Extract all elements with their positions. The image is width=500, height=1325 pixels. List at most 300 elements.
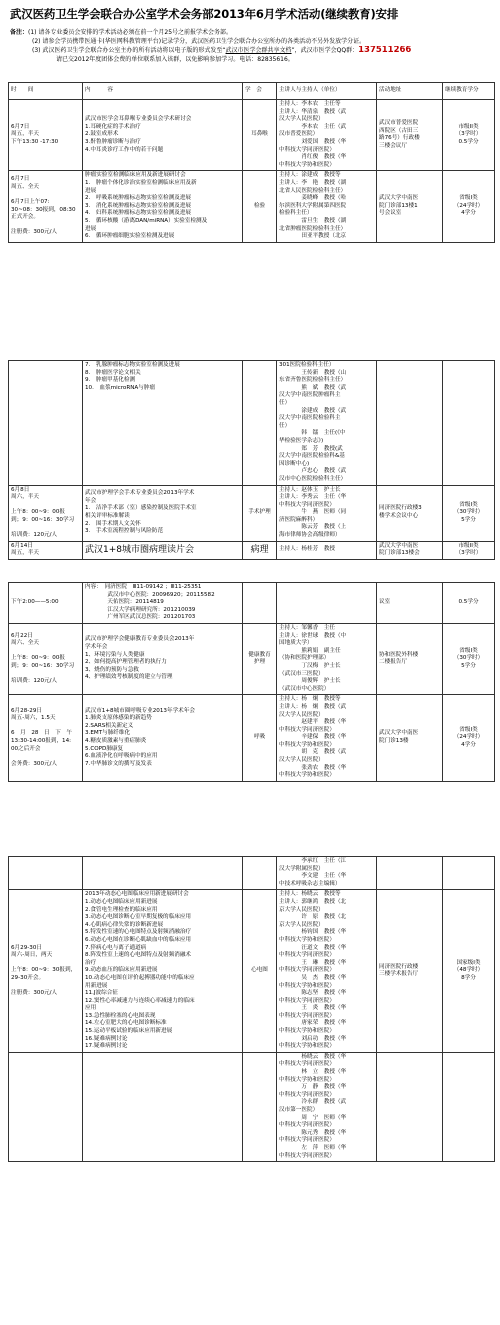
event-place: 议室 [377, 583, 443, 624]
text-line: 4学分 [461, 210, 476, 217]
text-line: 中科技大学同济医院） [279, 997, 335, 1004]
event-place [377, 695, 443, 782]
event-host [277, 485, 377, 541]
event-content [83, 583, 243, 624]
qq-group-number: 137511266 [358, 46, 412, 55]
text-line: 张劲农 教授（华 [279, 764, 347, 771]
schedule-table-3 [8, 582, 495, 782]
text-line: 主讲人：李秀云 主任（华 [279, 494, 347, 501]
text-line: 李文建 主任（华 [279, 873, 347, 880]
event-place [377, 623, 443, 694]
header-content: 内 容 [83, 83, 243, 100]
text-line: 进展 [85, 187, 97, 194]
text-line: 3. 手术室流程控制与风险防范 [85, 528, 164, 535]
text-line: 中科技大学协和医院） [279, 161, 335, 168]
event-society: 检验 [243, 171, 277, 242]
text-line: 周六、全天 [11, 640, 39, 647]
text-line: 10. 血浆microRNA与肿瘤 [85, 384, 156, 391]
event-time [9, 857, 83, 890]
text-line: 汉大学人民医院） [279, 757, 324, 764]
text-line: 周俊辉 护士长 [279, 678, 341, 685]
event-content [83, 361, 243, 486]
text-line: 进展 [85, 225, 97, 232]
event-content [83, 695, 243, 782]
text-line: 周五-周六，1.5天 [11, 715, 56, 722]
event-place [377, 1052, 443, 1161]
text-line: 5学分 [461, 516, 476, 523]
text-line: 许 原 教授（北 [279, 914, 347, 921]
text-line: 3.动态心电图诊断心室早期复极的临床应用 [85, 914, 192, 921]
event-society: 呼吸 [243, 695, 277, 782]
schedule-table-1 [8, 82, 495, 243]
text-line: 中科技大学同济医院） [279, 726, 335, 733]
text-line: 北省肿瘤医院检验科主任） [279, 225, 347, 232]
text-line: 6月14日 [11, 542, 33, 549]
text-line: 武汉大学中南医 [379, 195, 419, 202]
text-line: 13:30-14:00报到，14: [11, 738, 72, 745]
text-line: 1.肺炎支原体感染的新趋势 [85, 715, 152, 722]
text-line: 武汉市普爱医院 [379, 119, 419, 126]
text-line: 中科技大学同济医院） [279, 1122, 335, 1129]
text-line: 主持人：邹馨香 主任 [279, 624, 335, 631]
event-society: 心电图 [243, 890, 277, 1052]
event-host [277, 1052, 377, 1161]
text-line: 6月7日 [11, 176, 30, 183]
text-line: 广州军区武汉总医院：201201703 [85, 614, 196, 621]
event-place [377, 541, 443, 559]
event-host [277, 890, 377, 1052]
text-line: 3.鼾鲁肿瘤诊断与治疗 [85, 138, 141, 145]
table-row [9, 1052, 495, 1161]
event-time [9, 171, 83, 242]
text-line: 会务费：300元/人 [11, 760, 58, 767]
event-time [9, 623, 83, 694]
text-line: 8学分 [461, 974, 476, 981]
text-line: 4学分 [461, 741, 476, 748]
text-line: 7.中华肺诊文的撰写及发表 [85, 760, 152, 767]
text-line: 中科技大学同济医院） [279, 1137, 335, 1144]
text-line: 中科技大学同济医院） [279, 1012, 335, 1019]
text-line: 冷永群 教授（武 [279, 1099, 347, 1106]
text-line: 武汉市护理学会健康教育专业委员会2013年 [85, 636, 195, 643]
text-line: （3学时） [455, 131, 482, 138]
table-row [9, 171, 495, 242]
event-content [83, 485, 243, 541]
table-row [9, 695, 495, 782]
text-line: 2013年动态心电图临床应用新进展研讨会 [85, 891, 189, 898]
header-row [9, 83, 495, 100]
text-line: 肿瘤实验室检测临床应用及新进展研讨会 [85, 172, 186, 179]
text-line: （30学时） [453, 509, 484, 516]
text-line: 健康教育 [248, 651, 271, 658]
text-line: 中科技大学同济医院） [279, 967, 335, 974]
text-line: 中科技大学协和医院） [279, 772, 335, 779]
text-line: 301医院检验科主任） [279, 362, 335, 368]
text-line: 楼学术会议中心 [379, 513, 419, 520]
event-society [243, 857, 277, 890]
event-time [9, 695, 83, 782]
text-line: 注册费：300元/人 [11, 990, 58, 997]
text-line: 00之后开会 [11, 745, 41, 752]
text-line: 2.SARS相关新定义 [85, 722, 134, 729]
table-row [9, 541, 495, 559]
note-line-1: 备注：(1) 请各专业委员会安排的学术活动必须在前一个月25号之前报学术会务部。 [10, 29, 233, 36]
event-time [9, 485, 83, 541]
text-line: （武汉市中心医院） [279, 685, 330, 692]
text-line: 4.糖皮质激素与重症肺炎 [85, 738, 147, 745]
text-line: 3. 消化系统肿瘤标志物实验室检测及进展 [85, 202, 192, 209]
event-society [243, 1052, 277, 1161]
text-line: 周五，半天 [11, 550, 39, 557]
text-line: 三楼会议厅 [379, 142, 407, 149]
header-time: 时 间 [9, 83, 83, 100]
text-line: 学术年会 [85, 643, 108, 650]
text-line [11, 524, 80, 532]
text-line: 到；9：00~16：30学习 [11, 516, 75, 523]
text-line: 国家级I类 [456, 959, 481, 966]
text-line: 熊 斌 教授（武 [279, 384, 347, 391]
table-row [9, 890, 495, 1052]
text-line: 30~08：30报到，08:30 [11, 206, 76, 213]
text-line: 中科技大学同济医院） [279, 1091, 335, 1098]
event-place [377, 171, 443, 242]
text-line: 中科技大学协和医院） [279, 741, 335, 748]
text-line: 武汉大学中南医 [379, 542, 419, 549]
text-line: 院门诊部13楼会 [379, 550, 420, 557]
text-line: 中科技大学协和医院） [279, 1028, 335, 1035]
text-line: 任） [279, 422, 291, 429]
event-society [243, 623, 277, 694]
text-line: （协和医院护理部） [279, 655, 330, 662]
text-line: 8.阵发性室上速的心电图特点及射频消融术 [85, 952, 192, 959]
text-line: 汉大学人民医院） [279, 711, 324, 718]
text-line: 4.中耳炎诊疗工作中的若干问题 [85, 146, 164, 153]
text-line: 京大学人民医院） [279, 906, 324, 913]
text-line: 路76号）行政楼 [379, 135, 420, 142]
text-line: 济医院麻醉科） [279, 516, 319, 523]
text-line [11, 191, 80, 199]
text-line: 肖红俊 教授（华 [279, 154, 347, 161]
text-line: 4、护理绩效考核制度的建立与管理 [85, 674, 173, 681]
page-title: 武汉医药卫生学会联合办公室学术会务部2013年6月学术活动(继续教育)安排 [10, 7, 399, 21]
shared-docs-link[interactable]: 武汉市医学会群共享文档 [225, 47, 292, 54]
text-line: 姜晓峰 教授（哈 [279, 195, 347, 202]
header-credit: 继续教育学分 [443, 83, 495, 100]
event-credit [443, 100, 495, 171]
table-row [9, 361, 495, 486]
text-line: 李承红 主任（江 [279, 858, 347, 864]
event-society [243, 583, 277, 624]
text-line: 中科技大学同济医院） [279, 952, 335, 959]
text-line: （30学时） [453, 655, 484, 662]
text-line: 主讲人：杨 炯 教授（武 [279, 703, 347, 710]
event-place [377, 361, 443, 486]
event-credit [443, 857, 495, 890]
text-line: 雷旦生 教授（湖 [279, 217, 347, 224]
text-line: 4. 妇科系统肿瘤标志物实验室检测及进展 [85, 210, 192, 217]
text-line: 培训费：120元/人 [11, 532, 58, 539]
text-line: 7.猝病心电与离子通道病 [85, 944, 147, 951]
text-line: 省级I类 [459, 195, 478, 202]
event-time [9, 100, 83, 171]
text-line: 汉大学中南医院检验科&基 [279, 453, 345, 460]
text-line: 5.COPD肺康复 [85, 745, 124, 752]
text-line [11, 753, 80, 761]
text-line: 汉大学中南医院检验科主 [279, 415, 341, 422]
text-line: 5. 循环核酸（游离DAN/miRNA）实验室检测及 [85, 217, 208, 224]
event-society: 耳鼻喉 [243, 100, 277, 171]
text-line: 2.食管电生理检查的临床应用 [85, 906, 158, 913]
event-host [277, 583, 377, 624]
text-line: 赵建平 教授（华 [279, 719, 347, 726]
text-line: 13.急性肺栓塞的心电图表现 [85, 1012, 156, 1019]
text-line: 主持人：李本农 主任等 [279, 101, 341, 107]
event-content [83, 857, 243, 890]
text-line: 主讲人：郭继鸿 教授（北 [279, 898, 347, 905]
schedule-table-4 [8, 856, 495, 1162]
text-line: 武汉市中心医院：20096920；20115582 [85, 591, 215, 598]
text-line: 杨钧国 教授（华 [279, 929, 347, 936]
text-line: 汉市中心医院检验科主任） [279, 475, 347, 482]
event-time [9, 1052, 83, 1161]
note-line-4: 请已交2012年度团体会费的单位联系加入该群，以免影响参加学习。电话：82835616。 [56, 56, 294, 63]
table-row [9, 857, 495, 890]
text-line: 华检验医学杂志》) [279, 437, 324, 444]
text-line: 吴 杰 教授（华 [279, 974, 347, 981]
text-line: 6.动态心电图在诊断心肌缺血中的临床应用 [85, 936, 192, 943]
text-line: 院门诊部13楼1 [379, 202, 418, 209]
text-line: 周六，半天 [11, 494, 39, 501]
text-line: 中科技大学协和医院） [279, 1043, 335, 1050]
text-line: 汉市普爱医院） [279, 131, 319, 138]
text-line: 汉市第一医院） [279, 1107, 319, 1113]
text-line: 8. 肿瘤医学论文相关 [85, 369, 141, 376]
text-line: 2. 呼吸系统肿瘤标志物实验室检测及进展 [85, 195, 192, 202]
text-line: 天佑医院：20114819 [85, 599, 164, 606]
text-line: 尔滨医科大学附属第四医院 [279, 202, 347, 209]
text-line: 刘启功 教授（华 [279, 1035, 347, 1042]
text-line: 上午8：00~9：30报到， [11, 967, 77, 974]
header-society: 学 会 [243, 83, 277, 100]
event-place [377, 857, 443, 890]
text-line: （武汉市三医院） [279, 670, 324, 677]
event-credit [443, 695, 495, 782]
event-content [83, 100, 243, 171]
text-line: 主讲人：华清泉 教授（武 [279, 108, 347, 115]
text-line: 刘爱国 教授（华 [279, 138, 347, 145]
text-line: 中科技大学同济医院） [279, 146, 335, 153]
text-line: 检验科主任） [279, 210, 313, 217]
event-society: 手术护理 [243, 485, 277, 541]
text-line: 6. 循环肿瘤细胞实验室检测及进展 [85, 233, 175, 240]
text-line: 王传新 教授（山 [279, 369, 347, 376]
text-line: 相关评审标准解读 [85, 513, 130, 520]
text-line: 2.鼓室成形术 [85, 131, 119, 138]
event-host [277, 171, 377, 242]
text-line: 1.耳硬化症的手术治疗 [85, 123, 141, 130]
text-line: 省级I类 [459, 726, 478, 733]
text-line [11, 671, 80, 679]
event-credit [443, 541, 495, 559]
text-line: 任） [279, 399, 291, 406]
notes-block [10, 28, 492, 64]
text-line: 6月29-30日 [11, 944, 43, 951]
event-credit: 0.5学分 [443, 583, 495, 624]
text-line: 上午8：00~9：00报 [11, 655, 66, 662]
text-line: 年会 [85, 497, 97, 504]
text-line: 郑 芳 教授(武 [279, 445, 343, 452]
text-line: 牛 燕 医师（同 [279, 509, 347, 516]
text-line: 11.J波综合征 [85, 990, 118, 997]
text-line: 省级I类 [459, 501, 478, 508]
event-credit [443, 361, 495, 486]
text-line: 协和医院外科楼 [379, 651, 419, 658]
text-line [11, 983, 80, 991]
text-line: 胡 克 教授（武 [279, 749, 347, 756]
text-line: 院门诊13楼 [379, 738, 409, 745]
event-host [277, 695, 377, 782]
text-line: 二楼报告厅 [379, 659, 407, 666]
text-line: 4.心肌病心律失常的诊断新进展 [85, 921, 164, 928]
event-content [83, 171, 243, 242]
text-line: 6 月 28 日 下 午 [11, 730, 73, 737]
event-host [277, 623, 377, 694]
text-line: （24学时） [453, 734, 484, 741]
text-line: 陈云芳 教授（上 [279, 524, 347, 531]
text-line: （48学时） [453, 967, 484, 974]
event-place [377, 485, 443, 541]
event-time [9, 890, 83, 1052]
text-line: 林 立 教授（华 [279, 1069, 347, 1076]
text-line: 15.运动平板试验的临床应用新进展 [85, 1028, 173, 1035]
event-society: 病理 [243, 541, 277, 559]
text-line: 主持人：涂建成 教授等 [279, 172, 341, 179]
text-line: 李本农 主任（武 [279, 123, 347, 130]
text-line: 1.动态心电图临床应用新进展 [85, 898, 158, 905]
text-line: 主持人：杨 炯 教授等 [279, 696, 341, 703]
event-content [83, 623, 243, 694]
text-line: 6月8日 [11, 486, 30, 493]
text-line: 武汉大学中南医 [379, 730, 419, 737]
text-line: 王 炎 教授（华 [279, 1005, 347, 1012]
schedule-table-2 [8, 360, 495, 560]
text-line: 6月7日 [11, 123, 30, 130]
text-line: 16.疑难病例讨论 [85, 1035, 128, 1042]
text-line: 14.左心室肥大的心电图诊断标准 [85, 1020, 167, 1027]
text-line: 周 宁 医师（华 [279, 1114, 347, 1121]
event-host [277, 361, 377, 486]
event-place [377, 890, 443, 1052]
event-content: 武汉1+8城市圈病理读片会 [83, 541, 243, 559]
text-line: 下午13:30 -17:30 [11, 138, 59, 145]
text-line: 汉大学人民医院） [279, 116, 324, 123]
text-line: 因诊断中心) [279, 460, 310, 467]
note-line-2: (2) 请参会学员携带医通卡(华医网科教管理平台)记录学分，武汉医药卫生学会联合办公室所办的各类活动不另外发放学分证。 [32, 38, 366, 45]
event-credit [443, 890, 495, 1052]
text-line: 王 琳 教授（华 [279, 959, 347, 966]
event-society [243, 361, 277, 486]
text-line: 左 萍 医师（华 [279, 1144, 347, 1151]
event-credit [443, 171, 495, 242]
text-line: 万 静 教授（华 [279, 1084, 347, 1091]
text-line: 主持人：赵体玉 护士长 [279, 486, 341, 493]
event-time [9, 541, 83, 559]
text-line: 上午8：00~9：00报 [11, 509, 66, 516]
text-line: 9. 肿瘤甲基化检测 [85, 377, 136, 384]
text-line: 唐家荣 教授（华 [279, 1020, 347, 1027]
event-time [9, 361, 83, 486]
text-line: 省级I类 [459, 647, 478, 654]
event-host [277, 100, 377, 171]
text-line: 正式开会。 [11, 214, 39, 221]
text-line: 韩 镭 主任(《中 [279, 430, 346, 437]
text-line: 周五，半天 [11, 131, 39, 138]
text-line: 主讲人：徐世球 教授（中 [279, 632, 347, 639]
text-line: 0.5学分 [458, 138, 479, 145]
text-line: 中科技大学同济医院） [279, 1061, 335, 1068]
text-line: 12.窦性心率减速力与连续心率减速力的临床 [85, 997, 195, 1004]
text-line: （3学时） [455, 550, 482, 557]
text-line: 内容： 同济医院 Ⅲ11-09142 ；Ⅲ11-25351 [85, 584, 202, 590]
text-line: 中技术呼吸杂志主编辑） [279, 880, 341, 887]
text-line: 9.动态血压的临床应用新进展 [85, 967, 158, 974]
text-line: 中科技大学同济医院） [279, 501, 335, 508]
text-line: 武汉市护理学会手术专业委员会2013年学术 [85, 490, 195, 497]
text-line: 10.动态心电图在评价起搏器功能中的临床应 [85, 974, 195, 981]
event-content [83, 890, 243, 1052]
text-line: 17.疑难病例讨论 [85, 1043, 128, 1050]
text-line: 主持人：杨晓云 教授等 [279, 891, 341, 898]
text-line: 陈元秀 教授（华 [279, 1129, 347, 1136]
text-line: 武汉市1+8城市圈呼吸专业2013年学术年会 [85, 707, 195, 714]
text-line: 6月28-29日 [11, 707, 43, 714]
event-time: 下午2:00——5:00 [9, 583, 83, 624]
text-line: 中科技大学同济医院） [279, 1152, 335, 1159]
text-line: 周五、全天 [11, 183, 39, 190]
text-line: 市级II类 [458, 542, 479, 549]
table-row [9, 485, 495, 541]
text-line: 6月7日上午07: [11, 198, 50, 205]
event-credit [443, 1052, 495, 1161]
table-row [9, 100, 495, 171]
text-line: 熊莉娟 副主任 [279, 647, 341, 654]
text-line: 东省齐鲁医院检验科主任） [279, 377, 347, 384]
text-line: 杨晓云 教授（华 [279, 1053, 347, 1060]
text-line: 2、如何提高护理管理者的执行力 [85, 659, 167, 666]
text-line: 中科技大学协和医院） [279, 936, 335, 943]
text-line: 国地质大学） [279, 640, 313, 647]
header-host: 主讲人与主持人（单位） [277, 83, 377, 100]
text-line: （24学时） [453, 202, 484, 209]
text-line: 同济医院行政楼 [379, 963, 419, 970]
text-line: 汪道文 教授（华 [279, 944, 347, 951]
event-place [377, 100, 443, 171]
text-line: 丁汉梅 护士长 [279, 662, 341, 669]
text-line: 北省人民医院检验科主任） [279, 187, 347, 194]
text-line: 汉大学中南医院肿瘤科主 [279, 392, 341, 399]
text-line: 陈志坚 教授（华 [279, 990, 347, 997]
event-credit [443, 623, 495, 694]
table-row [9, 623, 495, 694]
text-line: 卢忠心 教授（武 [279, 468, 347, 475]
text-line: 到；9：00~16：30学习 [11, 662, 75, 669]
text-line: 同济医院行政楼3 [379, 505, 422, 512]
header-place: 活动地址 [377, 83, 443, 100]
text-line: 1. 肿瘤个体化诊治实验室检测临床应用及新 [85, 179, 197, 186]
text-line: 7. 乳腺肿瘤标志物实验室检测及进展 [85, 362, 180, 368]
text-line: 中科技大学协和医院） [279, 982, 335, 989]
text-line: 汉大学附属医院） [279, 865, 324, 872]
